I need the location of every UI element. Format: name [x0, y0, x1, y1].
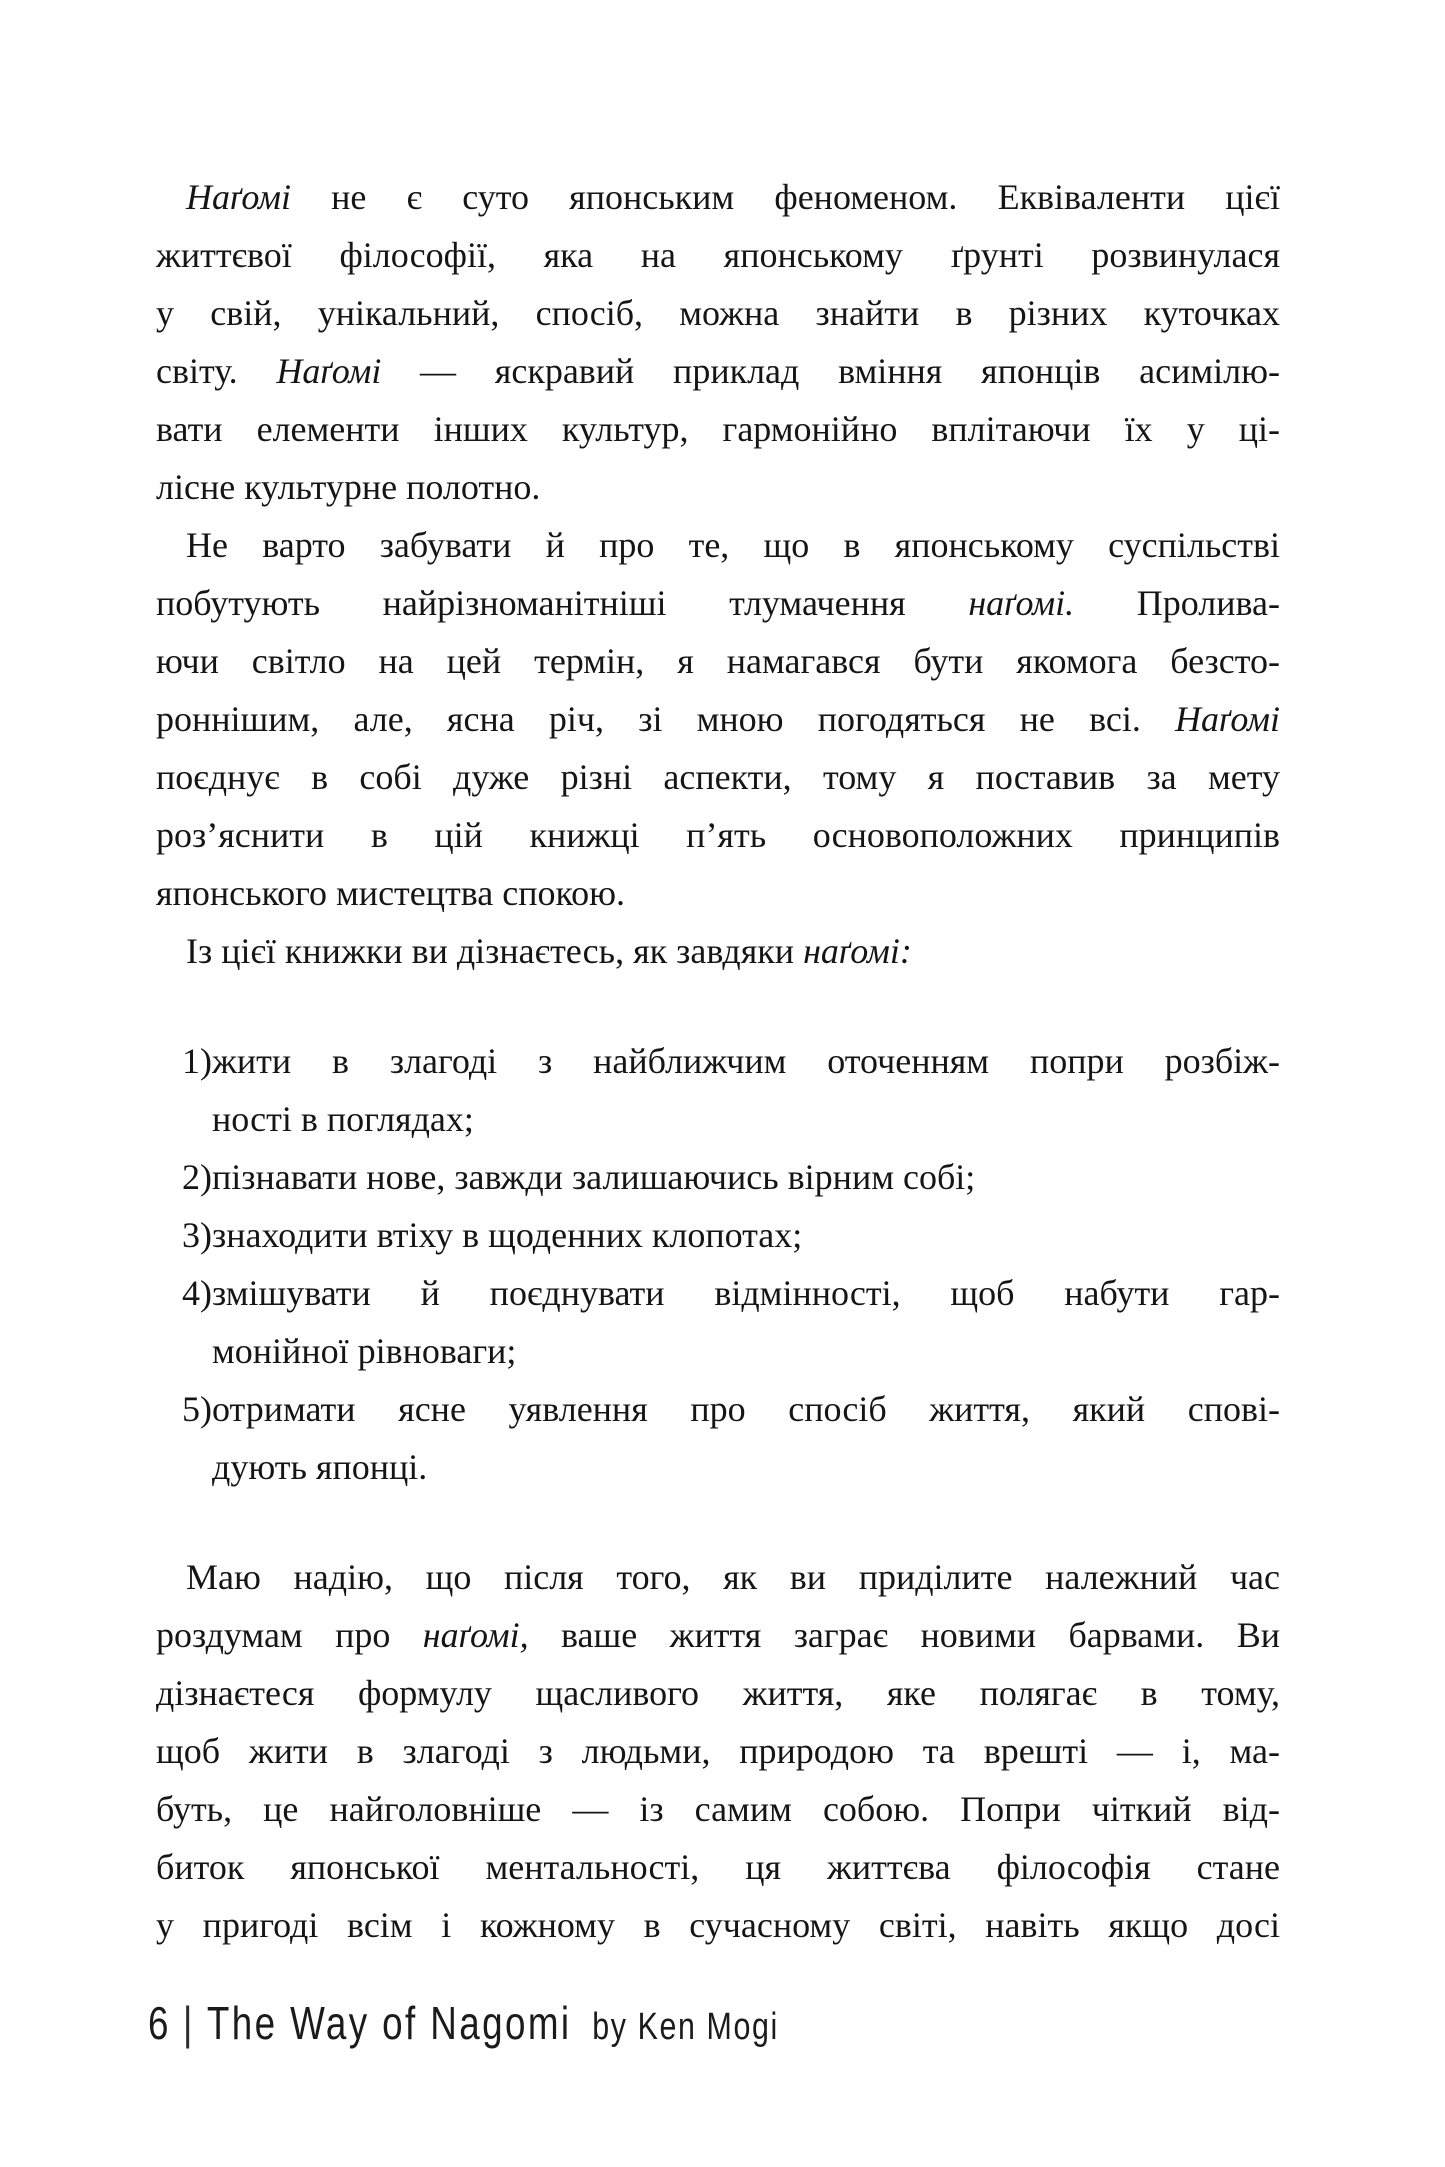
list-marker: 2)	[182, 1157, 212, 1197]
text-line	[156, 1664, 1280, 1722]
paragraph	[156, 1548, 1280, 1954]
text-line	[156, 458, 1280, 516]
text-line	[156, 284, 1280, 342]
text-line	[212, 1438, 1280, 1496]
text-segment: роздумам про	[156, 1615, 423, 1655]
text-segment: — яскравий приклад вміння японців асимілю-	[381, 351, 1281, 391]
list-marker: 5)	[182, 1389, 212, 1429]
text-segment: щоб жити в злагоді з людьми, природою та врешті — і, ма-	[156, 1731, 1280, 1771]
text-segment: биток японської ментальності, ця життєва філософія стане	[156, 1847, 1280, 1887]
text-line	[156, 690, 1280, 748]
text-segment: монійної рівноваги;	[212, 1331, 517, 1371]
text-segment: Не варто забувати й про те, що в японському суспільстві	[186, 525, 1280, 565]
text-segment: не є суто японським феноменом. Еквіваленти цієї	[290, 177, 1280, 217]
text-segment: Пролива-	[1074, 583, 1280, 623]
text-segment: дізнаєтеся формулу щасливого життя, яке полягає в тому,	[156, 1673, 1280, 1713]
text-line	[156, 1780, 1280, 1838]
text-line	[156, 1896, 1280, 1954]
text-line	[156, 574, 1280, 632]
list-marker: 1)	[182, 1041, 212, 1081]
italic-term: наґомі.	[968, 583, 1075, 623]
italic-term: наґомі:	[803, 931, 912, 971]
text-segment: ності в поглядах;	[212, 1099, 474, 1139]
text-segment: Із цієї книжки ви дізнаєтесь, як завдяки	[186, 931, 804, 971]
italic-term: Наґомі	[276, 351, 382, 391]
paragraph	[156, 922, 1280, 980]
text-segment: знаходити втіху в щоденних клопотах;	[212, 1215, 803, 1255]
text-segment: роз’яснити в цій книжці п’ять основоположних принципів	[156, 815, 1280, 855]
text-line	[182, 1264, 1280, 1322]
text-line	[156, 922, 1280, 980]
text-line	[156, 1722, 1280, 1780]
text-segment: японського мистецтва спокою.	[156, 873, 626, 913]
text-segment: побутують найрізноманітніші тлумачення	[156, 583, 969, 623]
text-segment: у пригоді всім і кожному в сучасному світі, навіть якщо досі	[156, 1905, 1280, 1945]
text-segment: Маю надію, що після того, як ви приділите належний час	[186, 1557, 1280, 1597]
text-segment: світу.	[156, 351, 277, 391]
text-line	[156, 342, 1280, 400]
footer-divider: |	[182, 1997, 193, 2049]
list-marker: 4)	[182, 1273, 212, 1313]
list-marker: 3)	[182, 1215, 212, 1255]
italic-term: Наґомі	[186, 177, 291, 217]
text-segment: у свій, унікальний, спосіб, можна знайти в різних куточках	[156, 293, 1280, 333]
text-block	[156, 168, 1280, 1954]
text-line	[156, 632, 1280, 690]
author-credit: by Ken Mogi	[592, 2006, 779, 2048]
text-segment: пізнавати нове, завжди залишаючись вірним собі;	[212, 1157, 976, 1197]
text-line	[182, 1148, 1280, 1206]
text-segment: життєвої філософії, яка на японському ґрунті розвинулася	[156, 235, 1280, 275]
list-item	[182, 1148, 1280, 1206]
paragraph	[156, 516, 1280, 922]
text-line	[156, 168, 1280, 226]
text-line	[182, 1380, 1280, 1438]
text-line	[156, 400, 1280, 458]
text-segment: ючи світло на цей термін, я намагався бути якомога безсто-	[156, 641, 1280, 681]
text-segment: змішувати й поєднувати відмінності, щоб набути гар-	[212, 1273, 1280, 1313]
text-line	[156, 748, 1280, 806]
text-segment: дують японці.	[212, 1447, 428, 1487]
page-number: 6	[148, 1997, 169, 2049]
list-item	[182, 1264, 1280, 1380]
text-segment: поєднує в собі дуже різні аспекти, тому я поставив за мету	[156, 757, 1280, 797]
text-line	[156, 806, 1280, 864]
paragraph	[156, 168, 1280, 516]
page-footer	[148, 1996, 779, 2050]
text-segment: лісне культурне полотно.	[156, 467, 541, 507]
text-segment: вати елементи інших культур, гармонійно вплітаючи їх у ці-	[156, 409, 1280, 449]
italic-term: Наґомі	[1175, 699, 1280, 739]
text-segment: роннішим, але, ясна річ, зі мною погодяться не всі.	[156, 699, 1176, 739]
list-item	[182, 1380, 1280, 1496]
text-line	[156, 516, 1280, 574]
italic-term: наґомі,	[422, 1615, 529, 1655]
text-segment: буть, це найголовніше — із самим собою. Попри чіткий від-	[156, 1789, 1280, 1829]
text-line	[182, 1032, 1280, 1090]
text-line	[212, 1322, 1280, 1380]
text-line	[156, 1838, 1280, 1896]
list-item	[182, 1206, 1280, 1264]
text-line	[156, 226, 1280, 284]
text-line	[156, 1606, 1280, 1664]
text-line	[212, 1090, 1280, 1148]
text-segment: ваше життя заграє новими барвами. Ви	[528, 1615, 1280, 1655]
text-segment: отримати ясне уявлення про спосіб життя, який спові-	[212, 1389, 1280, 1429]
text-line	[182, 1206, 1280, 1264]
numbered-list	[156, 1032, 1280, 1496]
list-item	[182, 1032, 1280, 1148]
book-title: The Way of Nagomi	[206, 1997, 572, 2049]
text-line	[156, 864, 1280, 922]
text-segment: жити в злагоді з найближчим оточенням попри розбіж-	[212, 1041, 1280, 1081]
text-line	[156, 1548, 1280, 1606]
